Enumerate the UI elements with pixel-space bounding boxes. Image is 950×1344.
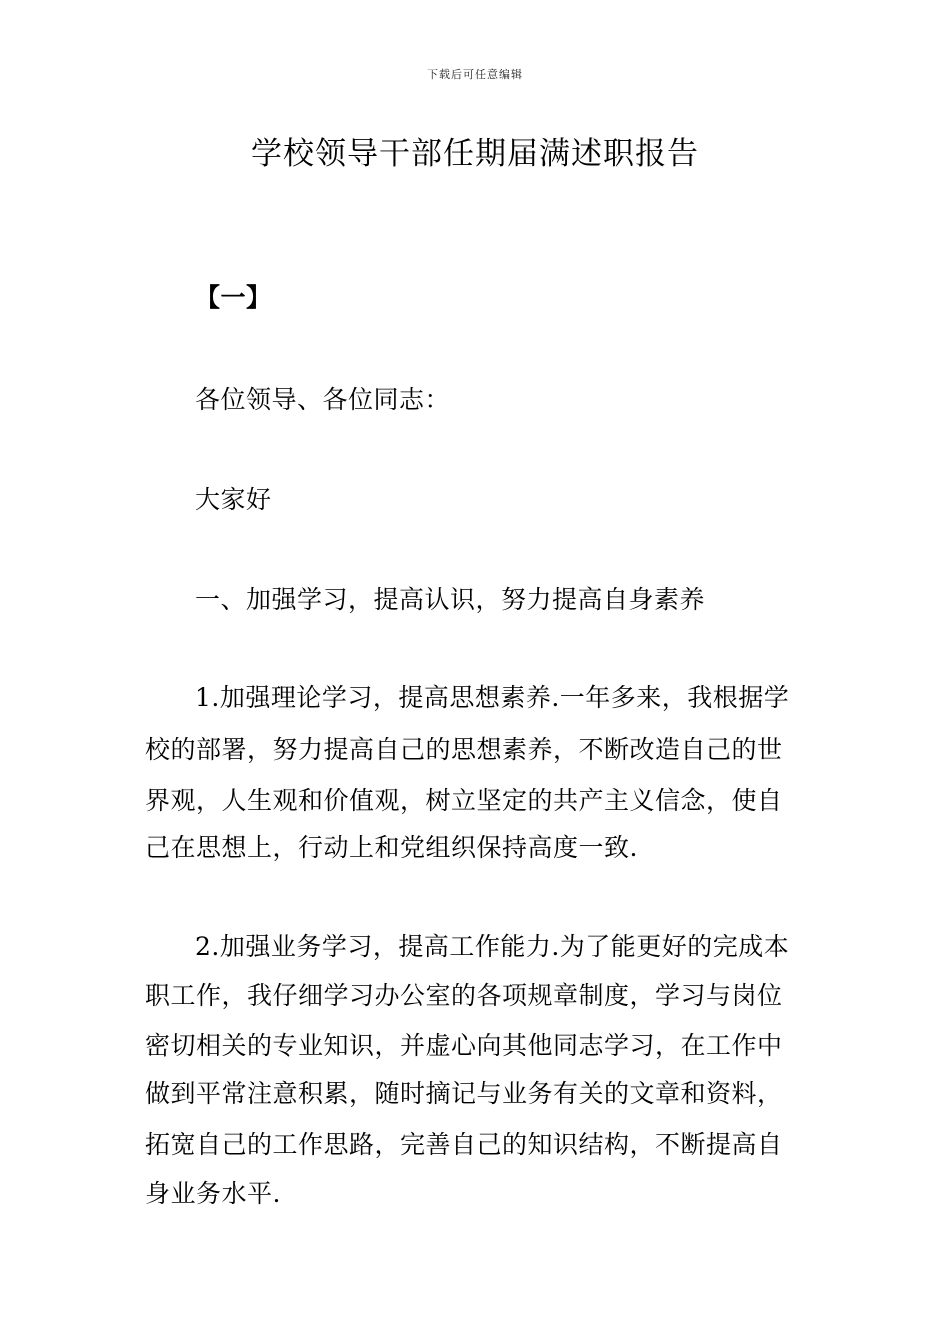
- section-heading-1: 一、加强学习，提高认识，努力提高自身素养: [195, 585, 706, 614]
- paragraph-2-line: 职工作，我仔细学习办公室的各项规章制度，学习与岗位: [145, 981, 783, 1010]
- hello-line: 大家好: [195, 485, 272, 514]
- paragraph-1-line: 1.加强理论学习，提高思想素养.一年多来，我根据学: [195, 683, 790, 712]
- paragraph-1-line: 校的部署，努力提高自己的思想素养，不断改造自己的世: [145, 735, 783, 764]
- greeting-line: 各位领导、各位同志：: [195, 385, 451, 414]
- paragraph-1-line: 界观，人生观和价值观，树立坚定的共产主义信念，使自: [145, 786, 783, 815]
- paragraph-2-line: 做到平常注意积累，随时摘记与业务有关的文章和资料，: [145, 1079, 783, 1108]
- paragraph-1-line: 己在思想上，行动上和党组织保持高度一致.: [145, 833, 638, 862]
- document-title: 学校领导干部任期届满述职报告: [251, 136, 699, 172]
- paragraph-2-line: 密切相关的专业知识，并虚心向其他同志学习，在工作中: [145, 1031, 783, 1060]
- paragraph-2-line: 身业务水平.: [145, 1179, 281, 1208]
- paragraph-2-line: 2.加强业务学习，提高工作能力.为了能更好的完成本: [195, 932, 790, 961]
- header-note: 下载后可任意编辑: [427, 68, 523, 81]
- section-mark: 【一】: [195, 283, 272, 312]
- paragraph-2-line: 拓宽自己的工作思路，完善自己的知识结构，不断提高自: [145, 1130, 783, 1159]
